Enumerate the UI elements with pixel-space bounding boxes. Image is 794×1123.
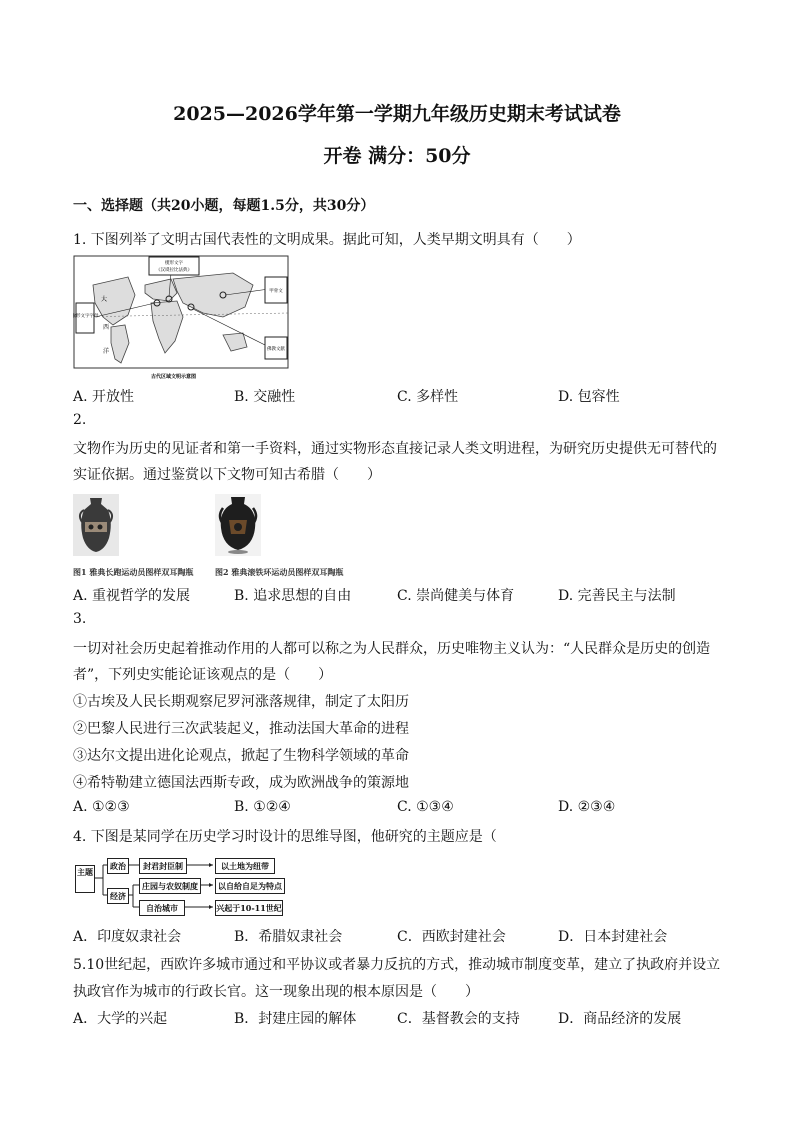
q1-option-a[interactable]: A. 开放性 — [73, 389, 135, 405]
q3-item-1: ①古埃及人民长期观察尼罗河涨落规律，制定了太阳历 — [73, 694, 409, 710]
q5-option-a[interactable]: A．大学的兴起 — [73, 1011, 168, 1027]
q1-stem: 1. 下图列举了文明古国代表性的文明成果。据此可知，人类早期文明具有（ ） — [73, 232, 581, 248]
mindmap-leaf-2: 以自给自足为特点 — [215, 878, 285, 894]
q4-stem: 4. 下图是某同学在历史学习时设计的思维导图，他研究的主题应是（ — [73, 829, 497, 845]
mindmap-root: 主题 — [75, 865, 95, 893]
q3-option-c[interactable]: C. ①③④ — [397, 799, 454, 815]
q2-option-a[interactable]: A. 重视哲学的发展 — [73, 588, 191, 604]
q4-option-b[interactable]: B．希腊奴隶社会 — [234, 929, 343, 945]
amphora-1-image — [73, 494, 119, 556]
map-ocean-char-3: 洋 — [103, 348, 110, 355]
q5-option-c[interactable]: C．基督教会的支持 — [397, 1011, 520, 1027]
map-box-right1-label: 甲骨文 — [269, 289, 283, 294]
q1-option-d[interactable]: D. 包容性 — [558, 389, 620, 405]
mindmap-leaf-3: 兴起于10-11世纪 — [215, 900, 283, 916]
q2-number: 2. — [73, 412, 87, 428]
amphora-2-image — [215, 494, 261, 556]
mindmap-leaf-1: 以土地为纽带 — [215, 858, 275, 874]
q2-option-c[interactable]: C. 崇尚健美与体育 — [397, 588, 515, 604]
q3-number: 3. — [73, 611, 87, 627]
mindmap-node-city: 自治城市 — [139, 900, 185, 916]
q4-option-d[interactable]: D．日本封建社会 — [558, 929, 668, 945]
map-box-right2-label: 佛教文献 — [267, 347, 285, 352]
mindmap-branch-politics: 政治 — [107, 858, 129, 874]
q5-option-b[interactable]: B．封建庄园的解体 — [234, 1011, 357, 1027]
exam-title: 2025—2026学年第一学期九年级历史期末考试试卷 — [173, 103, 621, 125]
q4-mindmap — [73, 855, 288, 917]
q5-option-d[interactable]: D．商品经济的发展 — [558, 1011, 682, 1027]
q1-option-c[interactable]: C. 多样性 — [397, 389, 459, 405]
q5-stem-line1: 5.10世纪起，西欧许多城市通过和平协议或者暴力反抗的方式，推动城市制度变革，建立了执政府并设立 — [73, 957, 721, 973]
exam-subtitle: 开卷 满分：50分 — [323, 145, 471, 167]
mindmap-branch-economy: 经济 — [107, 888, 129, 904]
map-caption: 古代区域文明示意图 — [151, 374, 197, 380]
section-heading: 一、选择题（共20小题，每题1.5分，共30分） — [73, 198, 375, 214]
q2-option-b[interactable]: B. 追求思想的自由 — [234, 588, 352, 604]
q3-item-4: ④希特勒建立德国法西斯专政，成为欧洲战争的策源地 — [73, 775, 409, 791]
map-ocean-char-2: 西 — [103, 324, 110, 331]
q2-caption-2: 图2 雅典滚铁环运动员图样双耳陶瓶 — [215, 567, 344, 577]
map-box-left-label: 象形文字字母 — [73, 314, 99, 319]
mindmap-node-feudal: 封君封臣制 — [139, 858, 187, 874]
q4-option-a[interactable]: A．印度奴隶社会 — [73, 929, 182, 945]
q3-item-3: ③达尔文提出进化论观点，掀起了生物科学领域的革命 — [73, 748, 409, 764]
map-ocean-char-1: 大 — [101, 296, 108, 303]
q5-stem-line2: 执政官作为城市的行政长官。这一现象出现的根本原因是（ ） — [73, 984, 479, 1000]
q1-map-figure — [73, 255, 291, 383]
q2-stem-line1: 文物作为历史的见证者和第一手资料，通过实物形态直接记录人类文明进程，为研究历史提供无可替代的 — [73, 441, 717, 457]
q3-stem-line2: 者”，下列史实能论证该观点的是（ ） — [73, 667, 333, 683]
q3-option-a[interactable]: A. ①②③ — [73, 799, 130, 815]
mindmap-node-manor: 庄园与农奴制度 — [139, 878, 201, 894]
q2-caption-1: 图1 雅典长跑运动员图样双耳陶瓶 — [73, 567, 194, 577]
world-map-image — [73, 255, 291, 383]
q3-item-2: ②巴黎人民进行三次武装起义，推动法国大革命的进程 — [73, 721, 409, 737]
q3-option-b[interactable]: B. ①②④ — [234, 799, 291, 815]
q2-option-d[interactable]: D. 完善民主与法制 — [558, 588, 676, 604]
map-box-top-label2: 《汉谟拉比法典》 — [156, 268, 192, 273]
q3-option-d[interactable]: D. ②③④ — [558, 799, 616, 815]
q3-stem-line1: 一切对社会历史起着推动作用的人都可以称之为人民群众，历史唯物主义认为：“人民群众是历史的创造 — [73, 641, 711, 657]
q4-option-c[interactable]: C．西欧封建社会 — [397, 929, 506, 945]
q1-option-b[interactable]: B. 交融性 — [234, 389, 296, 405]
map-box-top-label: 楔形文字 — [165, 261, 183, 266]
q2-stem-line2: 实证依据。通过鉴赏以下文物可知古希腊（ ） — [73, 467, 381, 483]
